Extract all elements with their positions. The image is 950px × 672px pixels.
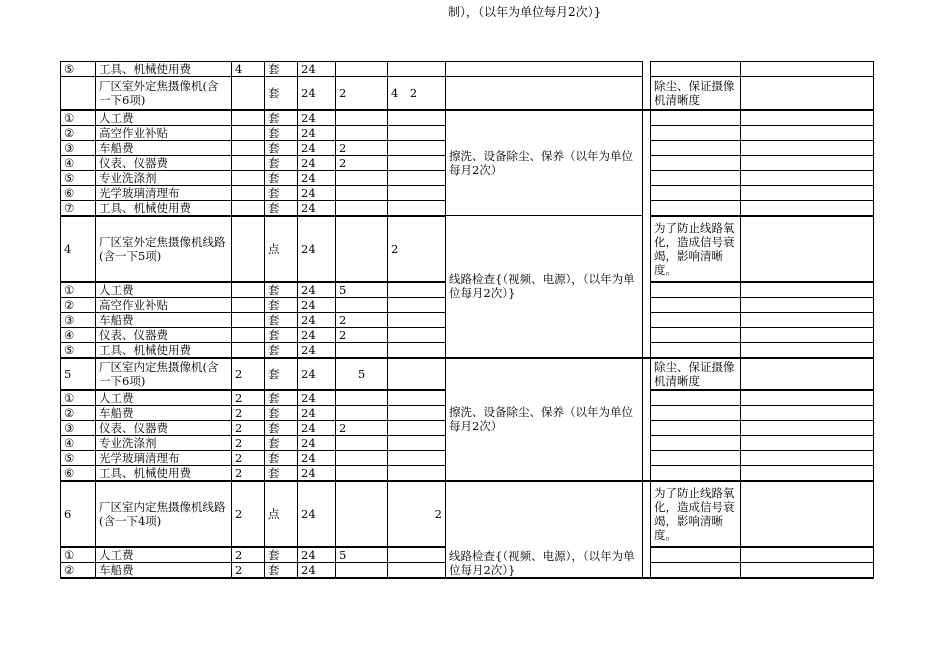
item-name-cell[interactable]: 厂区室内定焦摄像机线路(含一下4项) bbox=[96, 481, 232, 547]
value-cell-2[interactable]: 2 bbox=[388, 481, 446, 547]
item-no-cell[interactable]: ⑦ bbox=[61, 200, 96, 216]
note-cell[interactable] bbox=[651, 282, 741, 298]
item-no-cell[interactable]: 5 bbox=[61, 358, 96, 390]
table-row bbox=[61, 77, 874, 110]
months-cell[interactable]: 24 bbox=[298, 170, 336, 185]
value-cell-1[interactable] bbox=[336, 342, 388, 358]
months-cell[interactable]: 24 bbox=[298, 62, 336, 77]
table-row bbox=[61, 62, 874, 77]
value-cell-2[interactable] bbox=[388, 435, 446, 450]
unit-cell[interactable]: 套 bbox=[265, 420, 298, 435]
value-cell-1[interactable] bbox=[336, 435, 388, 450]
item-no-cell[interactable]: ③ bbox=[61, 312, 96, 327]
extra-cell[interactable] bbox=[741, 110, 874, 126]
extra-cell[interactable] bbox=[741, 358, 874, 390]
item-no-cell[interactable]: 4 bbox=[61, 216, 96, 282]
extra-cell[interactable] bbox=[741, 435, 874, 450]
extra-cell[interactable] bbox=[741, 450, 874, 465]
quote-table bbox=[60, 61, 874, 579]
qty-cell[interactable] bbox=[232, 140, 265, 155]
qty-cell[interactable]: 2 bbox=[232, 450, 265, 465]
item-no-cell[interactable]: ④ bbox=[61, 327, 96, 342]
item-no-cell[interactable]: ② bbox=[61, 405, 96, 420]
qty-cell[interactable] bbox=[232, 77, 265, 110]
unit-cell[interactable]: 套 bbox=[265, 140, 298, 155]
item-name-cell[interactable]: 工具、机械使用费 bbox=[96, 342, 232, 358]
unit-cell[interactable]: 套 bbox=[265, 170, 298, 185]
table-row bbox=[61, 358, 874, 390]
value-cell-1[interactable] bbox=[336, 562, 388, 578]
note-cell[interactable] bbox=[651, 342, 741, 358]
value-cell-2[interactable] bbox=[388, 465, 446, 481]
value-cell-2[interactable] bbox=[388, 297, 446, 312]
value-cell-1[interactable]: 2 bbox=[336, 155, 388, 170]
item-no-cell[interactable]: ⑤ bbox=[61, 62, 96, 77]
qty-cell[interactable] bbox=[232, 327, 265, 342]
unit-cell[interactable]: 套 bbox=[265, 185, 298, 200]
item-name-cell[interactable]: 人工费 bbox=[96, 110, 232, 126]
spacer-cell bbox=[643, 216, 651, 358]
item-name-cell[interactable]: 仪表、仪器费 bbox=[96, 420, 232, 435]
description-cell[interactable]: 擦洗、设备除尘、保养（以年为单位每月2次） bbox=[446, 358, 643, 481]
months-cell[interactable]: 24 bbox=[298, 297, 336, 312]
months-cell[interactable]: 24 bbox=[298, 450, 336, 465]
months-cell[interactable]: 24 bbox=[298, 390, 336, 406]
months-cell[interactable]: 24 bbox=[298, 435, 336, 450]
item-name-cell[interactable]: 专业洗涤剂 bbox=[96, 170, 232, 185]
value-cell-2[interactable] bbox=[388, 170, 446, 185]
extra-cell[interactable] bbox=[741, 185, 874, 200]
item-name-cell[interactable]: 车船费 bbox=[96, 562, 232, 578]
months-cell[interactable]: 24 bbox=[298, 125, 336, 140]
unit-cell[interactable]: 套 bbox=[265, 435, 298, 450]
value-cell-2[interactable] bbox=[388, 155, 446, 170]
spacer-cell bbox=[643, 62, 651, 77]
note-cell[interactable] bbox=[651, 185, 741, 200]
spacer-cell bbox=[643, 77, 651, 110]
note-cell[interactable] bbox=[651, 420, 741, 435]
value-cell-2[interactable] bbox=[388, 547, 446, 563]
months-cell[interactable]: 24 bbox=[298, 420, 336, 435]
months-cell[interactable]: 24 bbox=[298, 547, 336, 563]
unit-cell[interactable]: 套 bbox=[265, 562, 298, 578]
months-cell[interactable]: 24 bbox=[298, 77, 336, 110]
item-no-cell[interactable]: ⑤ bbox=[61, 342, 96, 358]
value-cell-1[interactable] bbox=[336, 62, 388, 77]
value-cell-2[interactable] bbox=[388, 342, 446, 358]
unit-cell[interactable]: 套 bbox=[265, 405, 298, 420]
value-cell-1[interactable] bbox=[336, 110, 388, 126]
item-no-cell[interactable]: ⑤ bbox=[61, 450, 96, 465]
months-cell[interactable]: 24 bbox=[298, 155, 336, 170]
item-no-cell[interactable]: ③ bbox=[61, 420, 96, 435]
item-no-cell[interactable]: ① bbox=[61, 282, 96, 298]
qty-cell[interactable] bbox=[232, 342, 265, 358]
value-cell-2[interactable]: 4 2 bbox=[388, 77, 446, 110]
months-cell[interactable]: 24 bbox=[298, 358, 336, 390]
extra-cell[interactable] bbox=[741, 465, 874, 481]
unit-cell[interactable]: 套 bbox=[265, 110, 298, 126]
item-no-cell[interactable]: ③ bbox=[61, 140, 96, 155]
qty-cell[interactable] bbox=[232, 170, 265, 185]
item-no-cell[interactable]: ② bbox=[61, 562, 96, 578]
item-name-cell[interactable]: 人工费 bbox=[96, 547, 232, 563]
item-name-cell[interactable]: 光学玻璃清理布 bbox=[96, 185, 232, 200]
note-cell[interactable] bbox=[651, 62, 741, 77]
extra-cell[interactable] bbox=[741, 77, 874, 110]
extra-cell[interactable] bbox=[741, 405, 874, 420]
value-cell-2[interactable] bbox=[388, 62, 446, 77]
qty-cell[interactable]: 2 bbox=[232, 390, 265, 406]
note-cell[interactable] bbox=[651, 110, 741, 126]
description-cell[interactable] bbox=[446, 62, 643, 77]
note-cell[interactable] bbox=[651, 170, 741, 185]
value-cell-2[interactable] bbox=[388, 312, 446, 327]
note-cell[interactable] bbox=[651, 390, 741, 406]
item-name-cell[interactable]: 车船费 bbox=[96, 405, 232, 420]
description-cell[interactable]: 擦洗、设备除尘、保养（以年为单位每月2次） bbox=[446, 110, 643, 216]
item-name-cell[interactable]: 厂区室外定焦摄像机(含一下6项) bbox=[96, 77, 232, 110]
months-cell[interactable]: 24 bbox=[298, 110, 336, 126]
extra-cell[interactable] bbox=[741, 327, 874, 342]
item-no-cell[interactable]: ⑤ bbox=[61, 170, 96, 185]
item-name-cell[interactable]: 厂区室内定焦摄像机(含一下6项) bbox=[96, 358, 232, 390]
value-cell-1[interactable] bbox=[336, 185, 388, 200]
extra-cell[interactable] bbox=[741, 390, 874, 406]
unit-cell[interactable]: 套 bbox=[265, 297, 298, 312]
extra-cell[interactable] bbox=[741, 420, 874, 435]
item-name-cell[interactable]: 工具、机械使用费 bbox=[96, 62, 232, 77]
note-cell[interactable] bbox=[651, 297, 741, 312]
item-name-cell[interactable]: 高空作业补贴 bbox=[96, 125, 232, 140]
months-cell[interactable]: 24 bbox=[298, 342, 336, 358]
value-cell-1[interactable] bbox=[336, 125, 388, 140]
extra-cell[interactable] bbox=[741, 562, 874, 578]
item-name-cell[interactable]: 人工费 bbox=[96, 282, 232, 298]
unit-cell[interactable]: 套 bbox=[265, 465, 298, 481]
months-cell[interactable]: 24 bbox=[298, 312, 336, 327]
item-name-cell[interactable]: 车船费 bbox=[96, 312, 232, 327]
item-no-cell[interactable]: ② bbox=[61, 125, 96, 140]
item-name-cell[interactable]: 仪表、仪器费 bbox=[96, 155, 232, 170]
qty-cell[interactable]: 2 bbox=[232, 358, 265, 390]
unit-cell[interactable]: 套 bbox=[265, 342, 298, 358]
table-row bbox=[61, 216, 874, 282]
value-cell-2[interactable] bbox=[388, 327, 446, 342]
item-no-cell[interactable]: ② bbox=[61, 297, 96, 312]
item-no-cell[interactable]: ④ bbox=[61, 155, 96, 170]
months-cell[interactable]: 24 bbox=[298, 465, 336, 481]
qty-cell[interactable] bbox=[232, 185, 265, 200]
extra-cell[interactable] bbox=[741, 342, 874, 358]
value-cell-1[interactable] bbox=[336, 450, 388, 465]
months-cell[interactable]: 24 bbox=[298, 140, 336, 155]
value-cell-1[interactable]: 5 bbox=[336, 547, 388, 563]
extra-cell[interactable] bbox=[741, 170, 874, 185]
value-cell-2[interactable] bbox=[388, 140, 446, 155]
extra-cell[interactable] bbox=[741, 125, 874, 140]
extra-cell[interactable] bbox=[741, 312, 874, 327]
value-cell-2[interactable] bbox=[388, 110, 446, 126]
unit-cell[interactable]: 套 bbox=[265, 358, 298, 390]
note-cell[interactable] bbox=[651, 450, 741, 465]
spacer-cell bbox=[643, 358, 651, 481]
qty-cell[interactable]: 2 bbox=[232, 547, 265, 563]
unit-cell[interactable]: 点 bbox=[265, 481, 298, 547]
months-cell[interactable]: 24 bbox=[298, 327, 336, 342]
item-name-cell[interactable]: 专业洗涤剂 bbox=[96, 435, 232, 450]
qty-cell[interactable]: 2 bbox=[232, 405, 265, 420]
extra-cell[interactable] bbox=[741, 547, 874, 563]
note-cell[interactable]: 除尘、保证摄像机清晰度 bbox=[651, 77, 741, 110]
value-cell-1[interactable] bbox=[336, 170, 388, 185]
note-cell[interactable] bbox=[651, 547, 741, 563]
unit-cell[interactable]: 套 bbox=[265, 547, 298, 563]
months-cell[interactable]: 24 bbox=[298, 282, 336, 298]
value-cell-2[interactable] bbox=[388, 405, 446, 420]
value-cell-2[interactable] bbox=[388, 390, 446, 406]
value-cell-2[interactable] bbox=[388, 185, 446, 200]
months-cell[interactable]: 24 bbox=[298, 185, 336, 200]
months-cell[interactable]: 24 bbox=[298, 481, 336, 547]
qty-cell[interactable] bbox=[232, 125, 265, 140]
qty-cell[interactable] bbox=[232, 155, 265, 170]
item-name-cell[interactable]: 车船费 bbox=[96, 140, 232, 155]
unit-cell[interactable]: 套 bbox=[265, 155, 298, 170]
item-name-cell[interactable]: 厂区室外定焦摄像机线路(含一下5项) bbox=[96, 216, 232, 282]
description-cell[interactable] bbox=[446, 77, 643, 110]
value-cell-1[interactable]: 2 bbox=[336, 327, 388, 342]
months-cell[interactable]: 24 bbox=[298, 405, 336, 420]
note-cell[interactable] bbox=[651, 200, 741, 216]
qty-cell[interactable] bbox=[232, 110, 265, 126]
note-cell[interactable]: 为了防止线路氧化，造成信号衰竭，影响清晰度。 bbox=[651, 216, 741, 282]
extra-cell[interactable] bbox=[741, 297, 874, 312]
qty-cell[interactable]: 2 bbox=[232, 435, 265, 450]
item-name-cell[interactable]: 人工费 bbox=[96, 390, 232, 406]
item-name-cell[interactable]: 工具、机械使用费 bbox=[96, 465, 232, 481]
extra-cell[interactable] bbox=[741, 62, 874, 77]
unit-cell[interactable]: 套 bbox=[265, 390, 298, 406]
value-cell-1[interactable]: 2 bbox=[336, 420, 388, 435]
value-cell-2[interactable] bbox=[388, 450, 446, 465]
unit-cell[interactable]: 套 bbox=[265, 282, 298, 298]
extra-cell[interactable] bbox=[741, 216, 874, 282]
unit-cell[interactable]: 套 bbox=[265, 312, 298, 327]
unit-cell[interactable]: 套 bbox=[265, 125, 298, 140]
value-cell-1[interactable] bbox=[336, 465, 388, 481]
note-cell[interactable] bbox=[651, 155, 741, 170]
qty-cell[interactable] bbox=[232, 282, 265, 298]
qty-cell[interactable]: 2 bbox=[232, 465, 265, 481]
qty-cell[interactable]: 2 bbox=[232, 481, 265, 547]
qty-cell[interactable] bbox=[232, 216, 265, 282]
value-cell-1[interactable]: 5 bbox=[336, 358, 388, 390]
spacer-cell bbox=[643, 110, 651, 216]
top-note: 制），（以年为单位每月2次）} bbox=[448, 5, 602, 19]
value-cell-1[interactable]: 2 bbox=[336, 77, 388, 110]
note-cell[interactable] bbox=[651, 140, 741, 155]
item-name-cell[interactable]: 工具、机械使用费 bbox=[96, 200, 232, 216]
unit-cell[interactable]: 套 bbox=[265, 200, 298, 216]
value-cell-2[interactable] bbox=[388, 282, 446, 298]
description-cell[interactable]: 线路检查{（视频、电源），（以年为单位每月2次）} bbox=[446, 216, 643, 358]
months-cell[interactable]: 24 bbox=[298, 216, 336, 282]
spacer-cell bbox=[643, 481, 651, 578]
item-no-cell[interactable]: 6 bbox=[61, 481, 96, 547]
item-no-cell[interactable] bbox=[61, 77, 96, 110]
qty-cell[interactable]: 2 bbox=[232, 562, 265, 578]
extra-cell[interactable] bbox=[741, 481, 874, 547]
value-cell-2[interactable] bbox=[388, 420, 446, 435]
value-cell-2[interactable] bbox=[388, 200, 446, 216]
note-cell[interactable]: 除尘、保证摄像机清晰度 bbox=[651, 358, 741, 390]
item-name-cell[interactable]: 仪表、仪器费 bbox=[96, 327, 232, 342]
months-cell[interactable]: 24 bbox=[298, 200, 336, 216]
months-cell[interactable]: 24 bbox=[298, 562, 336, 578]
extra-cell[interactable] bbox=[741, 155, 874, 170]
unit-cell[interactable]: 套 bbox=[265, 77, 298, 110]
value-cell-2[interactable]: 2 bbox=[388, 216, 446, 282]
unit-cell[interactable]: 套 bbox=[265, 327, 298, 342]
item-name-cell[interactable]: 高空作业补贴 bbox=[96, 297, 232, 312]
extra-cell[interactable] bbox=[741, 200, 874, 216]
item-no-cell[interactable]: ① bbox=[61, 390, 96, 406]
value-cell-1[interactable]: 5 bbox=[336, 282, 388, 298]
value-cell-1[interactable] bbox=[336, 200, 388, 216]
qty-cell[interactable]: 2 bbox=[232, 420, 265, 435]
extra-cell[interactable] bbox=[741, 140, 874, 155]
note-cell[interactable] bbox=[651, 562, 741, 578]
qty-cell[interactable] bbox=[232, 200, 265, 216]
value-cell-1[interactable] bbox=[336, 216, 388, 282]
unit-cell[interactable]: 套 bbox=[265, 62, 298, 77]
item-no-cell[interactable]: ① bbox=[61, 547, 96, 563]
value-cell-2[interactable] bbox=[388, 562, 446, 578]
description-cell[interactable]: 线路检查{（视频、电源），（以年为单位每月2次）} bbox=[446, 481, 643, 578]
value-cell-2[interactable] bbox=[388, 125, 446, 140]
value-cell-1[interactable] bbox=[336, 405, 388, 420]
unit-cell[interactable]: 套 bbox=[265, 450, 298, 465]
qty-cell[interactable] bbox=[232, 297, 265, 312]
extra-cell[interactable] bbox=[741, 282, 874, 298]
qty-cell[interactable] bbox=[232, 312, 265, 327]
item-no-cell[interactable]: ① bbox=[61, 110, 96, 126]
value-cell-1[interactable]: 2 bbox=[336, 140, 388, 155]
value-cell-1[interactable] bbox=[336, 481, 388, 547]
item-no-cell[interactable]: ⑥ bbox=[61, 465, 96, 481]
note-cell[interactable] bbox=[651, 465, 741, 481]
note-cell[interactable]: 为了防止线路氧化，造成信号衰竭，影响清晰度。 bbox=[651, 481, 741, 547]
item-no-cell[interactable]: ④ bbox=[61, 435, 96, 450]
note-cell[interactable] bbox=[651, 312, 741, 327]
note-cell[interactable] bbox=[651, 125, 741, 140]
note-cell[interactable] bbox=[651, 435, 741, 450]
value-cell-1[interactable]: 2 bbox=[336, 312, 388, 327]
value-cell-1[interactable] bbox=[336, 390, 388, 406]
item-name-cell[interactable]: 光学玻璃清理布 bbox=[96, 450, 232, 465]
note-cell[interactable] bbox=[651, 327, 741, 342]
table-row bbox=[61, 481, 874, 547]
qty-cell[interactable]: 4 bbox=[232, 62, 265, 77]
unit-cell[interactable]: 点 bbox=[265, 216, 298, 282]
note-cell[interactable] bbox=[651, 405, 741, 420]
item-no-cell[interactable]: ⑥ bbox=[61, 185, 96, 200]
value-cell-2[interactable] bbox=[388, 358, 446, 390]
table-row bbox=[61, 110, 874, 126]
value-cell-1[interactable] bbox=[336, 297, 388, 312]
